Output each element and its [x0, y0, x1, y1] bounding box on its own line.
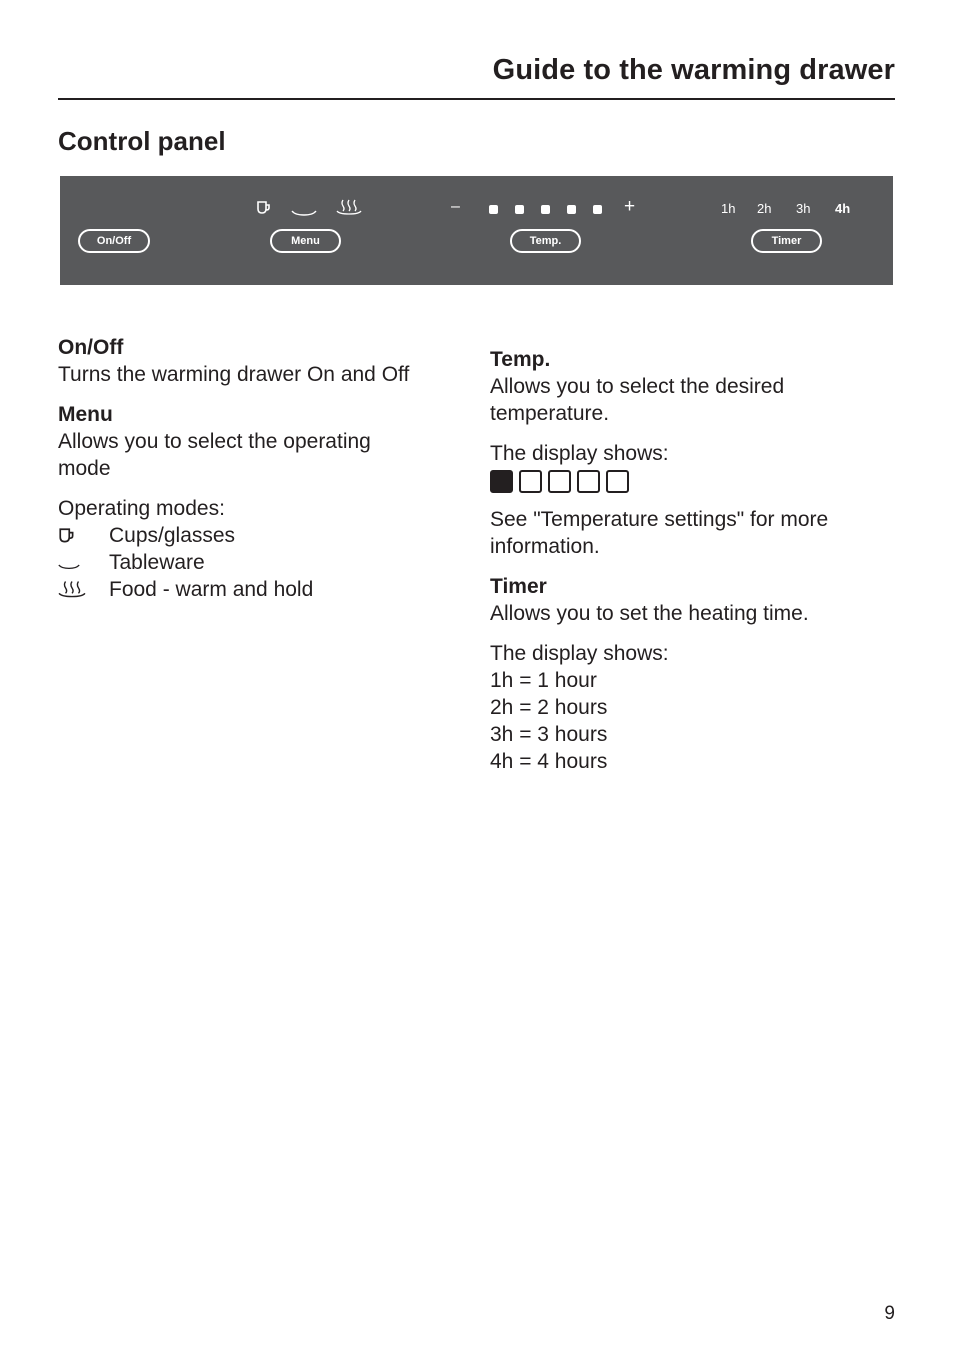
- temp-plus-label: +: [624, 196, 636, 217]
- mode-label-tableware: Tableware: [109, 551, 205, 574]
- timer-value-1h: 1h = 1 hour: [490, 669, 597, 692]
- steam-icon: [58, 576, 109, 603]
- operating-modes-intro: Operating modes:: [58, 497, 225, 520]
- temp-level-dot: [515, 205, 524, 214]
- menu-description-line1: Allows you to select the operating: [58, 430, 371, 453]
- temp-square: [606, 470, 629, 493]
- section-heading: Control panel: [58, 126, 226, 156]
- menu-description-line2: mode: [58, 457, 111, 480]
- temp-square: [577, 470, 600, 493]
- onoff-heading: On/Off: [58, 336, 124, 359]
- timer-heading: Timer: [490, 575, 547, 598]
- cup-icon: [58, 522, 109, 549]
- cup-icon: [256, 200, 272, 221]
- right-column: [490, 346, 900, 775]
- temp-minus-label: –: [451, 198, 460, 215]
- temp-level-dot: [489, 205, 498, 214]
- timer-description: Allows you to set the heating time.: [490, 602, 809, 625]
- timer-label-4h-selected: 4h: [835, 201, 851, 216]
- temp-display-intro: The display shows:: [490, 442, 669, 465]
- temp-description-line2: temperature.: [490, 402, 610, 425]
- temp-see-line1: See "Temperature settings" for more: [490, 508, 829, 531]
- timer-display-intro: The display shows:: [490, 642, 669, 665]
- temp-level-dot: [567, 205, 576, 214]
- onoff-description: Turns the warming drawer On and Off: [58, 363, 410, 386]
- timer-label-3h: 3h: [796, 201, 811, 216]
- mode-label-food: Food - warm and hold: [109, 578, 314, 601]
- temp-description-line1: Allows you to select the desired: [490, 375, 785, 398]
- timer-value-2h: 2h = 2 hours: [490, 696, 608, 719]
- timer-label-1h: 1h: [721, 201, 736, 216]
- steam-icon: [336, 198, 362, 221]
- page-title: Guide to the warming drawer: [492, 54, 895, 86]
- temp-square: [548, 470, 571, 493]
- plate-icon: [291, 204, 317, 222]
- temp-square: [490, 470, 513, 493]
- mode-row-tableware: [58, 549, 458, 576]
- onoff-button[interactable]: On/Off: [78, 229, 150, 253]
- temp-display-indicator: [490, 469, 900, 493]
- temp-button[interactable]: Temp.: [510, 229, 581, 253]
- left-column: [58, 334, 458, 603]
- title-rule: [58, 98, 895, 100]
- mode-row-cups: [58, 522, 458, 549]
- mode-label-cups: Cups/glasses: [109, 524, 236, 547]
- page-number: 9: [884, 1303, 895, 1324]
- timer-label-2h: 2h: [757, 201, 772, 216]
- temp-level-dot: [593, 205, 602, 214]
- menu-button[interactable]: Menu: [270, 229, 341, 253]
- temp-square: [519, 470, 542, 493]
- control-panel: [60, 176, 893, 285]
- mode-row-food: [58, 576, 458, 603]
- timer-value-4h: 4h = 4 hours: [490, 750, 608, 773]
- plate-icon: [58, 549, 109, 576]
- menu-heading: Menu: [58, 403, 113, 426]
- temp-heading: Temp.: [490, 348, 551, 371]
- timer-button[interactable]: Timer: [751, 229, 822, 253]
- timer-value-3h: 3h = 3 hours: [490, 723, 608, 746]
- temp-see-line2: information.: [490, 535, 600, 558]
- temp-level-dot: [541, 205, 550, 214]
